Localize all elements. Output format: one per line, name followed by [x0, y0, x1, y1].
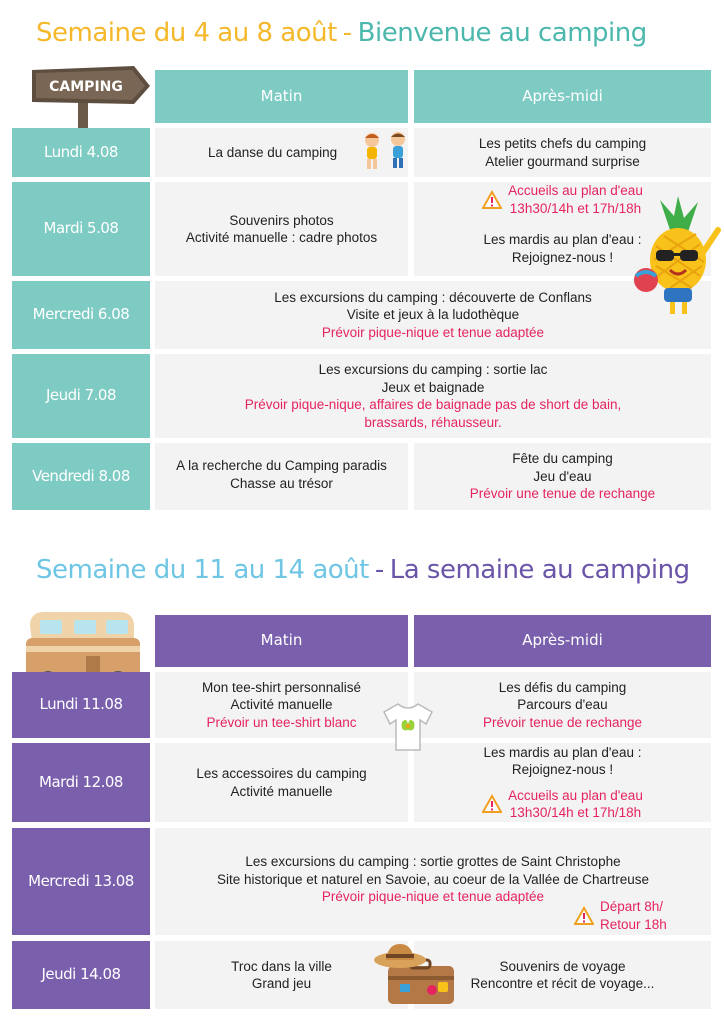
day-label: Mardi 5.08 [12, 182, 150, 276]
warning-icon [482, 794, 502, 814]
full-day-cell: Les excursions du camping : sortie grottes de Saint Christophe Site historique et naturel en Savoie, au coeur de la Vallée de Chartreuse Prévoir pique-nique et tenue adaptée [155, 828, 711, 935]
full-day-cell: Les excursions du camping : découverte de Conflans Visite et jeux à la ludothèque Prévoir pique-nique et tenue adaptée [155, 281, 711, 349]
afternoon-cell: Souvenirs de voyage Rencontre et récit de voyage... [414, 941, 711, 1009]
afternoon-text: Les mardis au plan d'eau : Rejoignez-nous ! [483, 232, 642, 265]
afternoon-cell: Les défis du camping Parcours d'eau Prévoir tenue de rechange [414, 672, 711, 738]
afternoon-cell: Les mardis au plan d'eau : Rejoignez-nous ! Accueils au plan d'eau 13h30/14h et 17h/18h [414, 743, 711, 822]
afternoon-cell: Fête du camping Jeu d'eau Prévoir une tenue de rechange [414, 443, 711, 510]
warning-note: Accueils au plan d'eau 13h30/14h et 17h/18h [482, 182, 643, 217]
camping-signpost-icon [22, 60, 152, 128]
day-label: Lundi 4.08 [12, 128, 150, 177]
day-label: Mercredi 6.08 [12, 281, 150, 349]
morning-cell: Souvenirs photos Activité manuelle : cadre photos [155, 182, 408, 276]
sign-label: CAMPING [49, 79, 123, 95]
day-label: Jeudi 14.08 [12, 941, 150, 1009]
week2-title: Semaine du 11 au 14 août - La semaine au camping [36, 555, 690, 585]
suitcase-hat-icon [372, 938, 460, 1006]
kids-dancing-icon [358, 130, 414, 174]
morning-cell: Mon tee-shirt personnalisé Activité manuelle Prévoir un tee-shirt blanc [155, 672, 408, 738]
warning-note: Accueils au plan d'eau 13h30/14h et 17h/18h [482, 787, 643, 822]
warning-icon [574, 906, 594, 926]
week1-title: Semaine du 4 au 8 août - Bienvenue au camping [36, 18, 647, 48]
pineapple-mascot-icon [630, 196, 724, 316]
header-afternoon: Après-midi [414, 70, 711, 123]
morning-cell: Troc dans la ville Grand jeu [155, 941, 408, 1009]
day-label: Vendredi 8.08 [12, 443, 150, 510]
morning-cell: A la recherche du Camping paradis Chasse au trésor [155, 443, 408, 510]
day-label: Jeudi 7.08 [12, 354, 150, 438]
day-label: Mercredi 13.08 [12, 828, 150, 935]
header-afternoon: Après-midi [414, 615, 711, 667]
header-morning: Matin [155, 70, 408, 123]
day-label: Mardi 12.08 [12, 743, 150, 822]
tshirt-icon [380, 698, 436, 754]
morning-cell: Les accessoires du camping Activité manuelle [155, 743, 408, 822]
departure-warning: Départ 8h/ Retour 18h [574, 898, 667, 933]
warning-icon [482, 190, 502, 210]
morning-cell: La danse du camping [155, 128, 408, 177]
full-day-cell: Les excursions du camping : sortie lac Jeux et baignade Prévoir pique-nique, affaires de baignade pas de short de bain, brassards, réhausseur. [155, 354, 711, 438]
afternoon-cell: Les petits chefs du camping Atelier gourmand surprise [414, 128, 711, 177]
day-label: Lundi 11.08 [12, 672, 150, 738]
header-morning: Matin [155, 615, 408, 667]
